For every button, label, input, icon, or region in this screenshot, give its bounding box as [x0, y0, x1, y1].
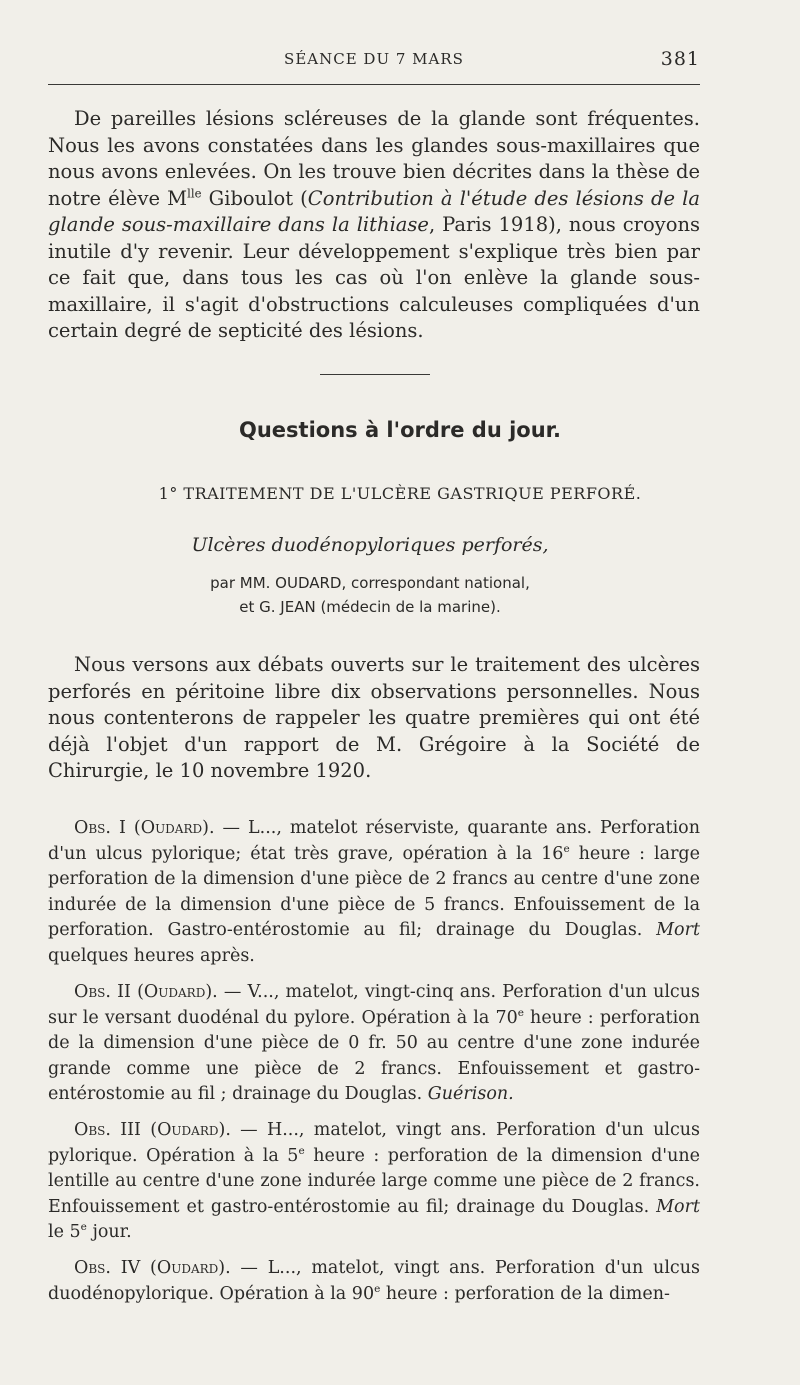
intro-text-2: Giboulot (	[201, 186, 308, 210]
byline-authors: par MM. OUDARD, correspondant national,	[210, 574, 530, 592]
observation-text: — L..., matelot, vingt ans. Perforation d'un ulcus duodénopylorique. Opération à la 90	[48, 1258, 700, 1304]
observation-text: heure : perforation de la dimension d'une pièce de 0 fr. 50 au centre d'une zone indurée grande comme une pièce de 2 francs. Enfouissement et gastro-entérostomie au fil ; drainage du Douglas.	[48, 1007, 700, 1104]
observation-text: — V..., matelot, vingt-cinq ans. Perforation d'un ulcus sur le versant duodénal du pylore. Opération à la 70	[48, 982, 700, 1028]
subsection-heading: 1° TRAITEMENT DE L'ULCÈRE GASTRIQUE PERFORÉ.	[158, 484, 642, 503]
observation-text: — H..., matelot, vingt ans. Perforation d'un ulcus pylorique. Opération à la 5	[48, 1120, 700, 1166]
section-title: Questions à l'ordre du jour.	[238, 418, 561, 442]
observation-text: le 5	[48, 1222, 81, 1242]
article-title: Ulcères duodénopyloriques perforés,	[191, 534, 549, 556]
running-title: SÉANCE DU 7 MARS	[284, 50, 464, 68]
observation-label: Obs. III (Oudard).	[74, 1120, 231, 1140]
byline-affiliation: et G. JEAN (médecin de la marine).	[239, 598, 501, 616]
observation-text: quelques heures après.	[48, 945, 255, 966]
observation-text: heure : perforation de la dimension d'une lentille au centre d'une zone indurée large comme une pièce de 2 francs. Enfouissement et gastro-entérostomie au fil; drainage du Douglas.	[48, 1145, 700, 1217]
page-number: 381	[660, 48, 700, 70]
observation-label: Obs. II (Oudard).	[74, 982, 218, 1002]
observation-1	[48, 816, 700, 969]
intro-paragraph	[48, 106, 700, 345]
observation-sup: e	[374, 1282, 381, 1295]
observation-label: Obs. I (Oudard).	[74, 818, 215, 838]
observation-3	[48, 1118, 700, 1246]
observation-2	[48, 980, 700, 1108]
intro-text-3: , Paris 1918), nous croyons inutile d'y revenir. Leur développement s'explique très bien par ce fait que, dans tous les cas où l'on enlève la glande sous-maxillaire, il s'agit d'obstructions calculeuses compliquées d'un certain degré de septicité des lésions.	[48, 213, 701, 342]
intro-text-1: De pareilles lésions scléreuses de la glande sont fréquentes. Nous les avons constatées dans les glandes sous-maxillaires que nous avons enlevées. On les trouve bien décrites dans la thèse de notre élève M	[48, 107, 700, 210]
observation-sup: e	[298, 1144, 305, 1157]
observation-outcome: Mort	[656, 1196, 700, 1217]
observation-outcome: Guérison.	[427, 1084, 514, 1104]
header-rule	[48, 84, 700, 85]
observation-sup: e	[517, 1006, 524, 1019]
observation-sup: e	[80, 1221, 87, 1234]
observation-text: jour.	[86, 1222, 132, 1242]
thesis-title: Contribution à l'étude des lésions de la glande sous-maxillaire dans la lithiase	[48, 186, 700, 236]
observation-text: heure : perforation de la dimen-	[380, 1283, 670, 1304]
observation-label: Obs. IV (Oudard).	[74, 1258, 231, 1278]
body-paragraph: Nous versons aux débats ouverts sur le traitement des ulcères perforés en péritoine libre dix observations personnelles. Nous nous contenterons de rappeler les quatre premières qui ont été déjà l'objet d'un rapport de M. Grégoire à la Société de Chirurgie, le 10 novembre 1920.	[48, 653, 700, 782]
intro-sup: lle	[187, 186, 202, 200]
observation-text: heure : large perforation de la dimension d'une pièce de 2 francs au centre d'une zone indurée de la dimension d'une pièce de 5 francs. Enfouissement de la perforation. Gastro-entérostomie au fil; drainage du Douglas.	[48, 843, 700, 940]
observation-outcome: Mort	[656, 920, 700, 940]
observation-sup: e	[563, 842, 570, 855]
section-divider	[320, 374, 430, 375]
running-header	[48, 46, 700, 74]
observation-text: — L..., matelot réserviste, quarante ans. Perforation d'un ulcus pylorique; état très grave, opération à la 16	[48, 818, 700, 864]
observation-4	[48, 1256, 700, 1307]
